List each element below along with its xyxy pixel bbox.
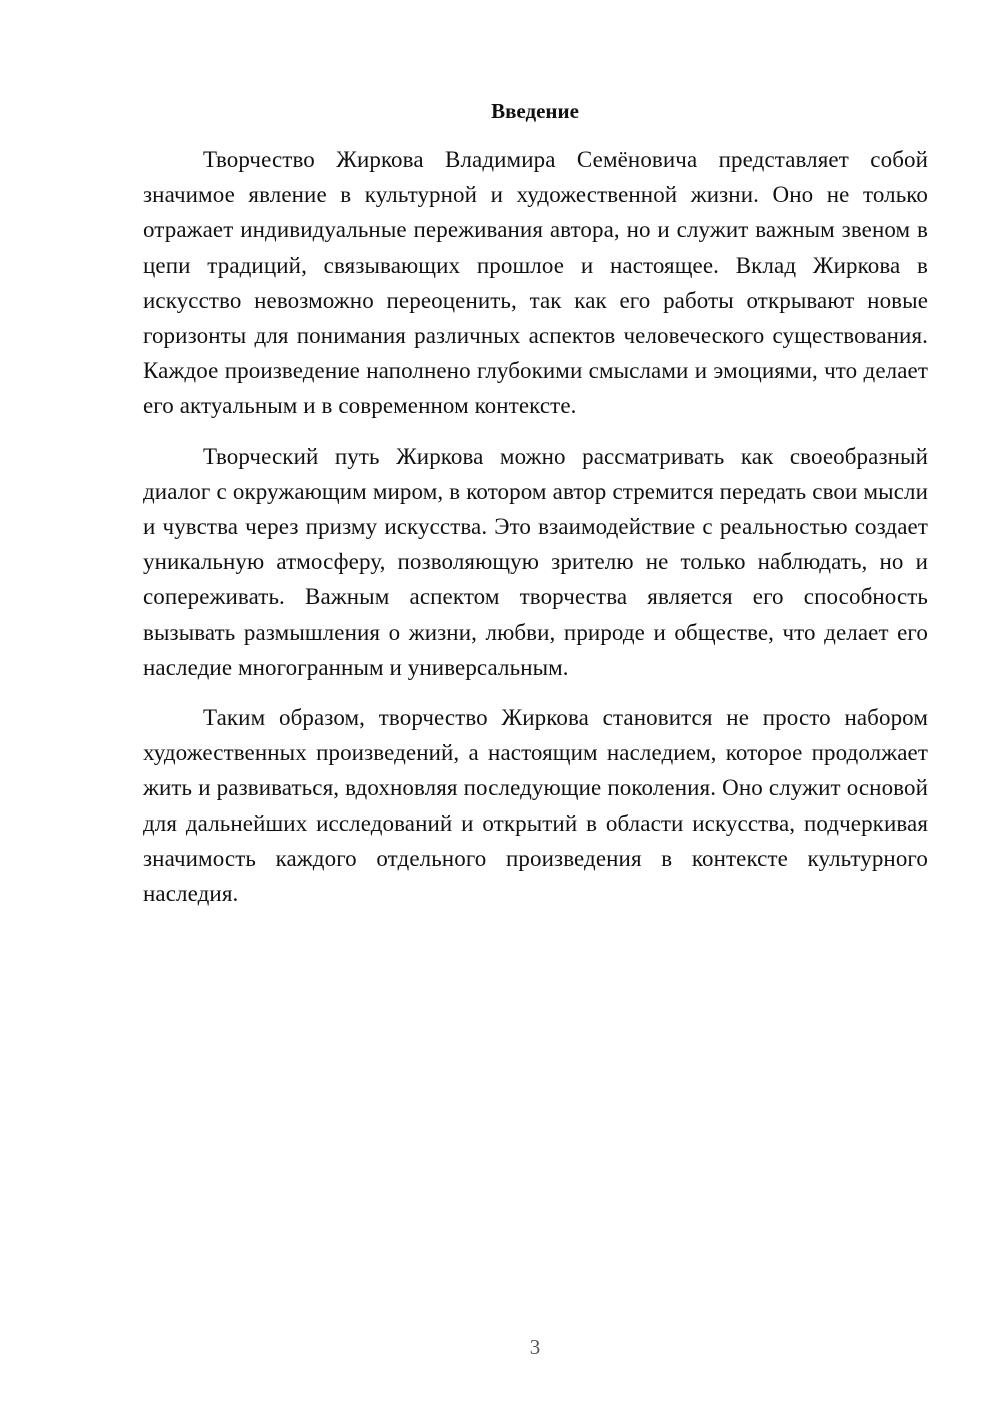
body-text [143,142,928,926]
paragraph-1: Творчество Жиркова Владимира Семёновича представляет собой значимое явление в культурной и художественной жизни. Оно не только отражает индивидуальные переживания автора, но и служит важным звеном в цепи традиций, связывающих прошлое и настоящее. Вклад Жиркова в искусство невозможно переоценить, так как его работы открывают новые горизонты для понимания различных аспектов человеческого существования. Каждое произведение наполнено глубокими смыслами и эмоциями, что делает его актуальным и в современном контексте. [143,147,928,419]
paragraph-2: Творческий путь Жиркова можно рассматривать как своеобразный диалог с окружающим миром, в котором автор стремится передать свои мысли и чувства через призму искусства. Это взаимодействие с реальностью создает уникальную атмосферу, позволяющую зрителю не только наблюдать, но и сопереживать. Важным аспектом творчества является его способность вызывать размышления о жизни, любви, природе и обществе, что делает его наследие многогранным и универсальным. [143,443,928,680]
paragraph-3: Таким образом, творчество Жиркова становится не просто набором художественных произведений, а настоящим наследием, которое продолжает жить и развиваться, вдохновляя последующие поколения. Оно служит основой для дальнейших исследований и открытий в области искусства, подчеркивая значимость каждого отдельного произведения в контексте культурного наследия. [143,705,928,907]
section-title: Введение [491,99,579,123]
page-number: 3 [529,1335,541,1359]
